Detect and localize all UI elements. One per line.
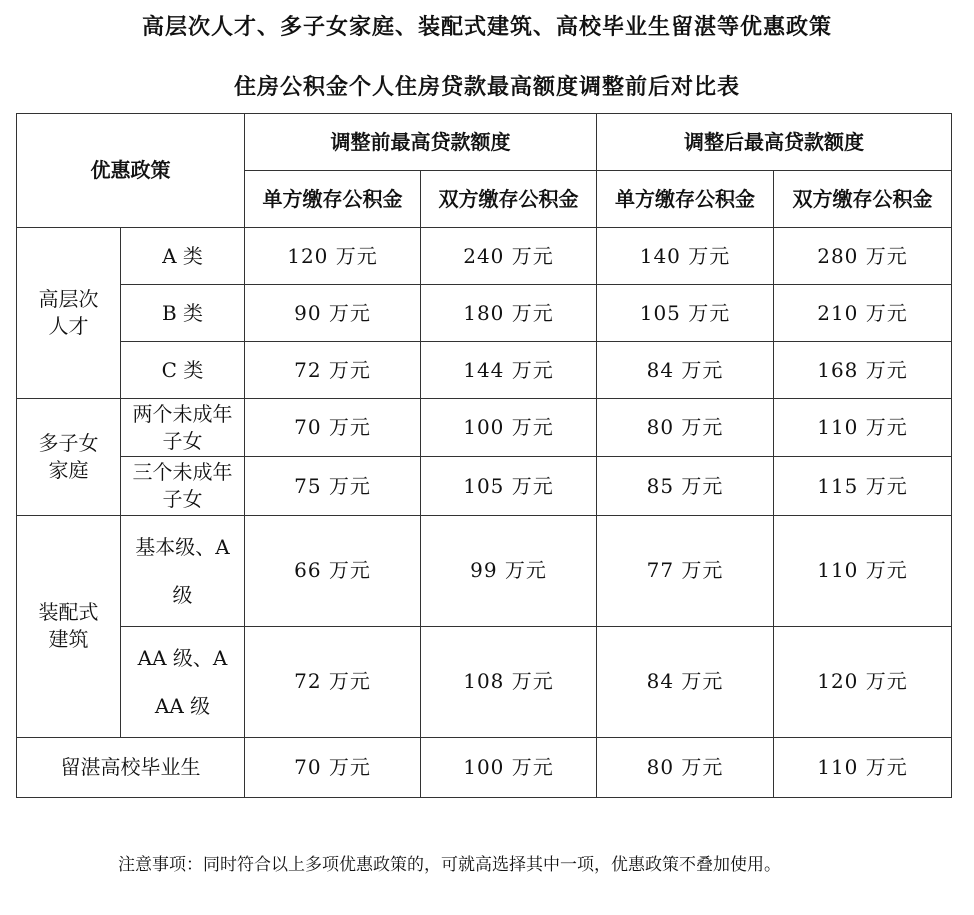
table-row [17,515,952,626]
header-policy: 优惠政策 [17,114,245,228]
subcategory-cell: 两个未成年子女 [121,399,245,457]
value-cell: 70 万元 [245,399,421,457]
value-cell: 144 万元 [421,342,597,399]
value-cell: 75 万元 [245,457,421,515]
table-row [17,626,952,737]
header-before-adjustment: 调整前最高贷款额度 [245,114,597,171]
header-after-adjustment: 调整后最高贷款额度 [597,114,952,171]
value-cell: 66 万元 [245,515,421,626]
value-cell: 168 万元 [774,342,952,399]
table-row [17,285,952,342]
value-cell: 72 万元 [245,626,421,737]
note-text: 注意事项：同时符合以上多项优惠政策的，可就高选择其中一项，优惠政策不叠加使用。 [118,855,781,875]
table-row [17,228,952,285]
value-cell: 77 万元 [597,515,774,626]
value-cell: 110 万元 [774,399,952,457]
value-cell: 240 万元 [421,228,597,285]
subcategory-cell: AA 级、AAA 级 [121,626,245,737]
value-cell: 120 万元 [245,228,421,285]
subcategory-cell: 基本级、A 级 [121,515,245,626]
value-cell: 80 万元 [597,399,774,457]
value-cell: 99 万元 [421,515,597,626]
subheader-before-double: 双方缴存公积金 [421,171,597,228]
value-cell: 115 万元 [774,457,952,515]
value-cell: 80 万元 [597,737,774,797]
document-title: 高层次人才、多子女家庭、装配式建筑、高校毕业生留湛等优惠政策 [141,15,832,40]
subheader-before-single: 单方缴存公积金 [245,171,421,228]
value-cell: 85 万元 [597,457,774,515]
subcategory-cell: 三个未成年子女 [121,457,245,515]
category-cell: 装配式建筑 [17,515,121,737]
category-cell: 留湛高校毕业生 [17,737,245,797]
value-cell: 210 万元 [774,285,952,342]
loan-limit-comparison-table [16,113,952,798]
table-row [17,399,952,457]
value-cell: 84 万元 [597,342,774,399]
value-cell: 108 万元 [421,626,597,737]
table-row [17,457,952,515]
subcategory-cell: C 类 [121,342,245,399]
subcategory-cell: B 类 [121,285,245,342]
table-row [17,737,952,797]
value-cell: 90 万元 [245,285,421,342]
value-cell: 84 万元 [597,626,774,737]
category-cell: 高层次人才 [17,228,121,399]
value-cell: 105 万元 [421,457,597,515]
value-cell: 100 万元 [421,399,597,457]
value-cell: 70 万元 [245,737,421,797]
subcategory-cell: A 类 [121,228,245,285]
value-cell: 280 万元 [774,228,952,285]
category-cell: 多子女家庭 [17,399,121,515]
value-cell: 180 万元 [421,285,597,342]
value-cell: 110 万元 [774,515,952,626]
value-cell: 140 万元 [597,228,774,285]
table-row [17,342,952,399]
value-cell: 120 万元 [774,626,952,737]
value-cell: 72 万元 [245,342,421,399]
subheader-after-single: 单方缴存公积金 [597,171,774,228]
value-cell: 105 万元 [597,285,774,342]
value-cell: 100 万元 [421,737,597,797]
document-subtitle: 住房公积金个人住房贷款最高额度调整前后对比表 [233,75,740,100]
subheader-after-double: 双方缴存公积金 [774,171,952,228]
value-cell: 110 万元 [774,737,952,797]
